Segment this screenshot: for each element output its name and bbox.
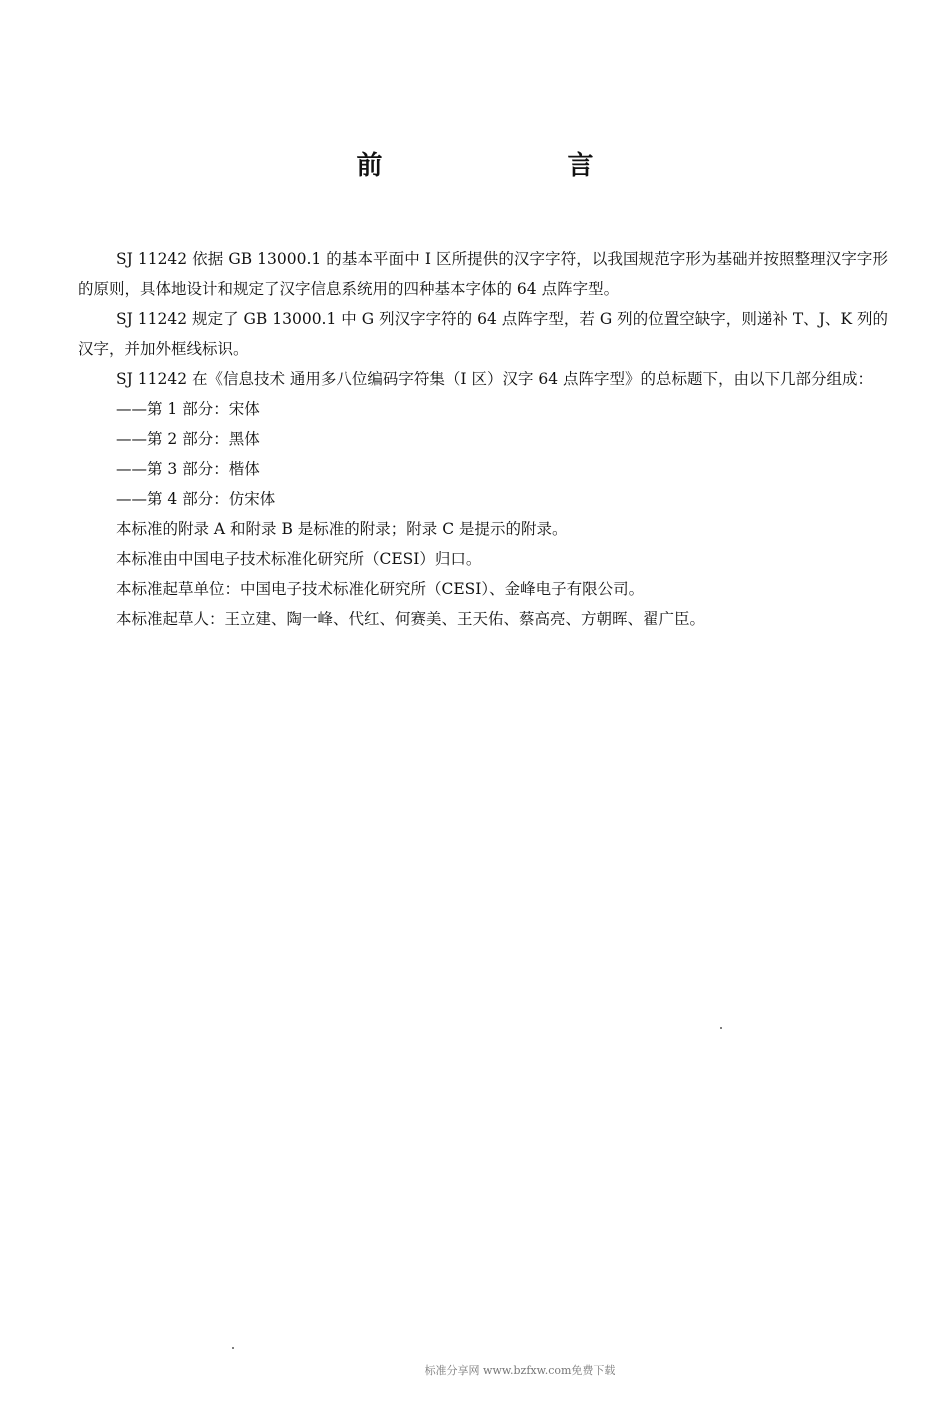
part-item-2: ——第 2 部分：黑体 xyxy=(116,430,260,448)
foreword-body xyxy=(78,244,888,634)
page-title: 前 言 xyxy=(356,151,682,181)
paragraph-scope: SJ 11242 规定了 GB 13000.1 中 G 列汉字字符的 64 点阵字型，若 G 列的位置空缺字，则递补 T、J、K 列的汉字，并加外框线标识。 xyxy=(78,310,888,358)
paragraph-basis: SJ 11242 依据 GB 13000.1 的基本平面中 I 区所提供的汉字字符，以我国规范字形为基础并按照整理汉字字形的原则，具体地设计和规定了汉字信息系统用的四种基本字体的 64 点阵字型。 xyxy=(78,250,888,298)
part-item-3: ——第 3 部分：楷体 xyxy=(116,460,260,478)
note-drafters: 本标准起草人：王立建、陶一峰、代红、何赛美、王天佑、蔡高亮、方朝晖、翟广臣。 xyxy=(116,610,706,628)
paragraph-structure: SJ 11242 在《信息技术 通用多八位编码字符集（I 区）汉字 64 点阵字型》的总标题下，由以下几部分组成： xyxy=(116,370,874,388)
part-item-4: ——第 4 部分：仿宋体 xyxy=(116,490,276,508)
note-drafting-units: 本标准起草单位：中国电子技术标准化研究所（CESI）、金峰电子有限公司。 xyxy=(116,580,645,598)
part-item-1: ——第 1 部分：宋体 xyxy=(116,400,260,418)
scan-speck xyxy=(720,1027,722,1029)
note-responsible: 本标准由中国电子技术标准化研究所（CESI）归口。 xyxy=(116,550,482,568)
scan-speck xyxy=(232,1347,234,1349)
note-appendix: 本标准的附录 A 和附录 B 是标准的附录；附录 C 是提示的附录。 xyxy=(116,520,568,538)
footer-watermark: 标准分享网 www.bzfxw.com免费下载 xyxy=(424,1364,616,1377)
